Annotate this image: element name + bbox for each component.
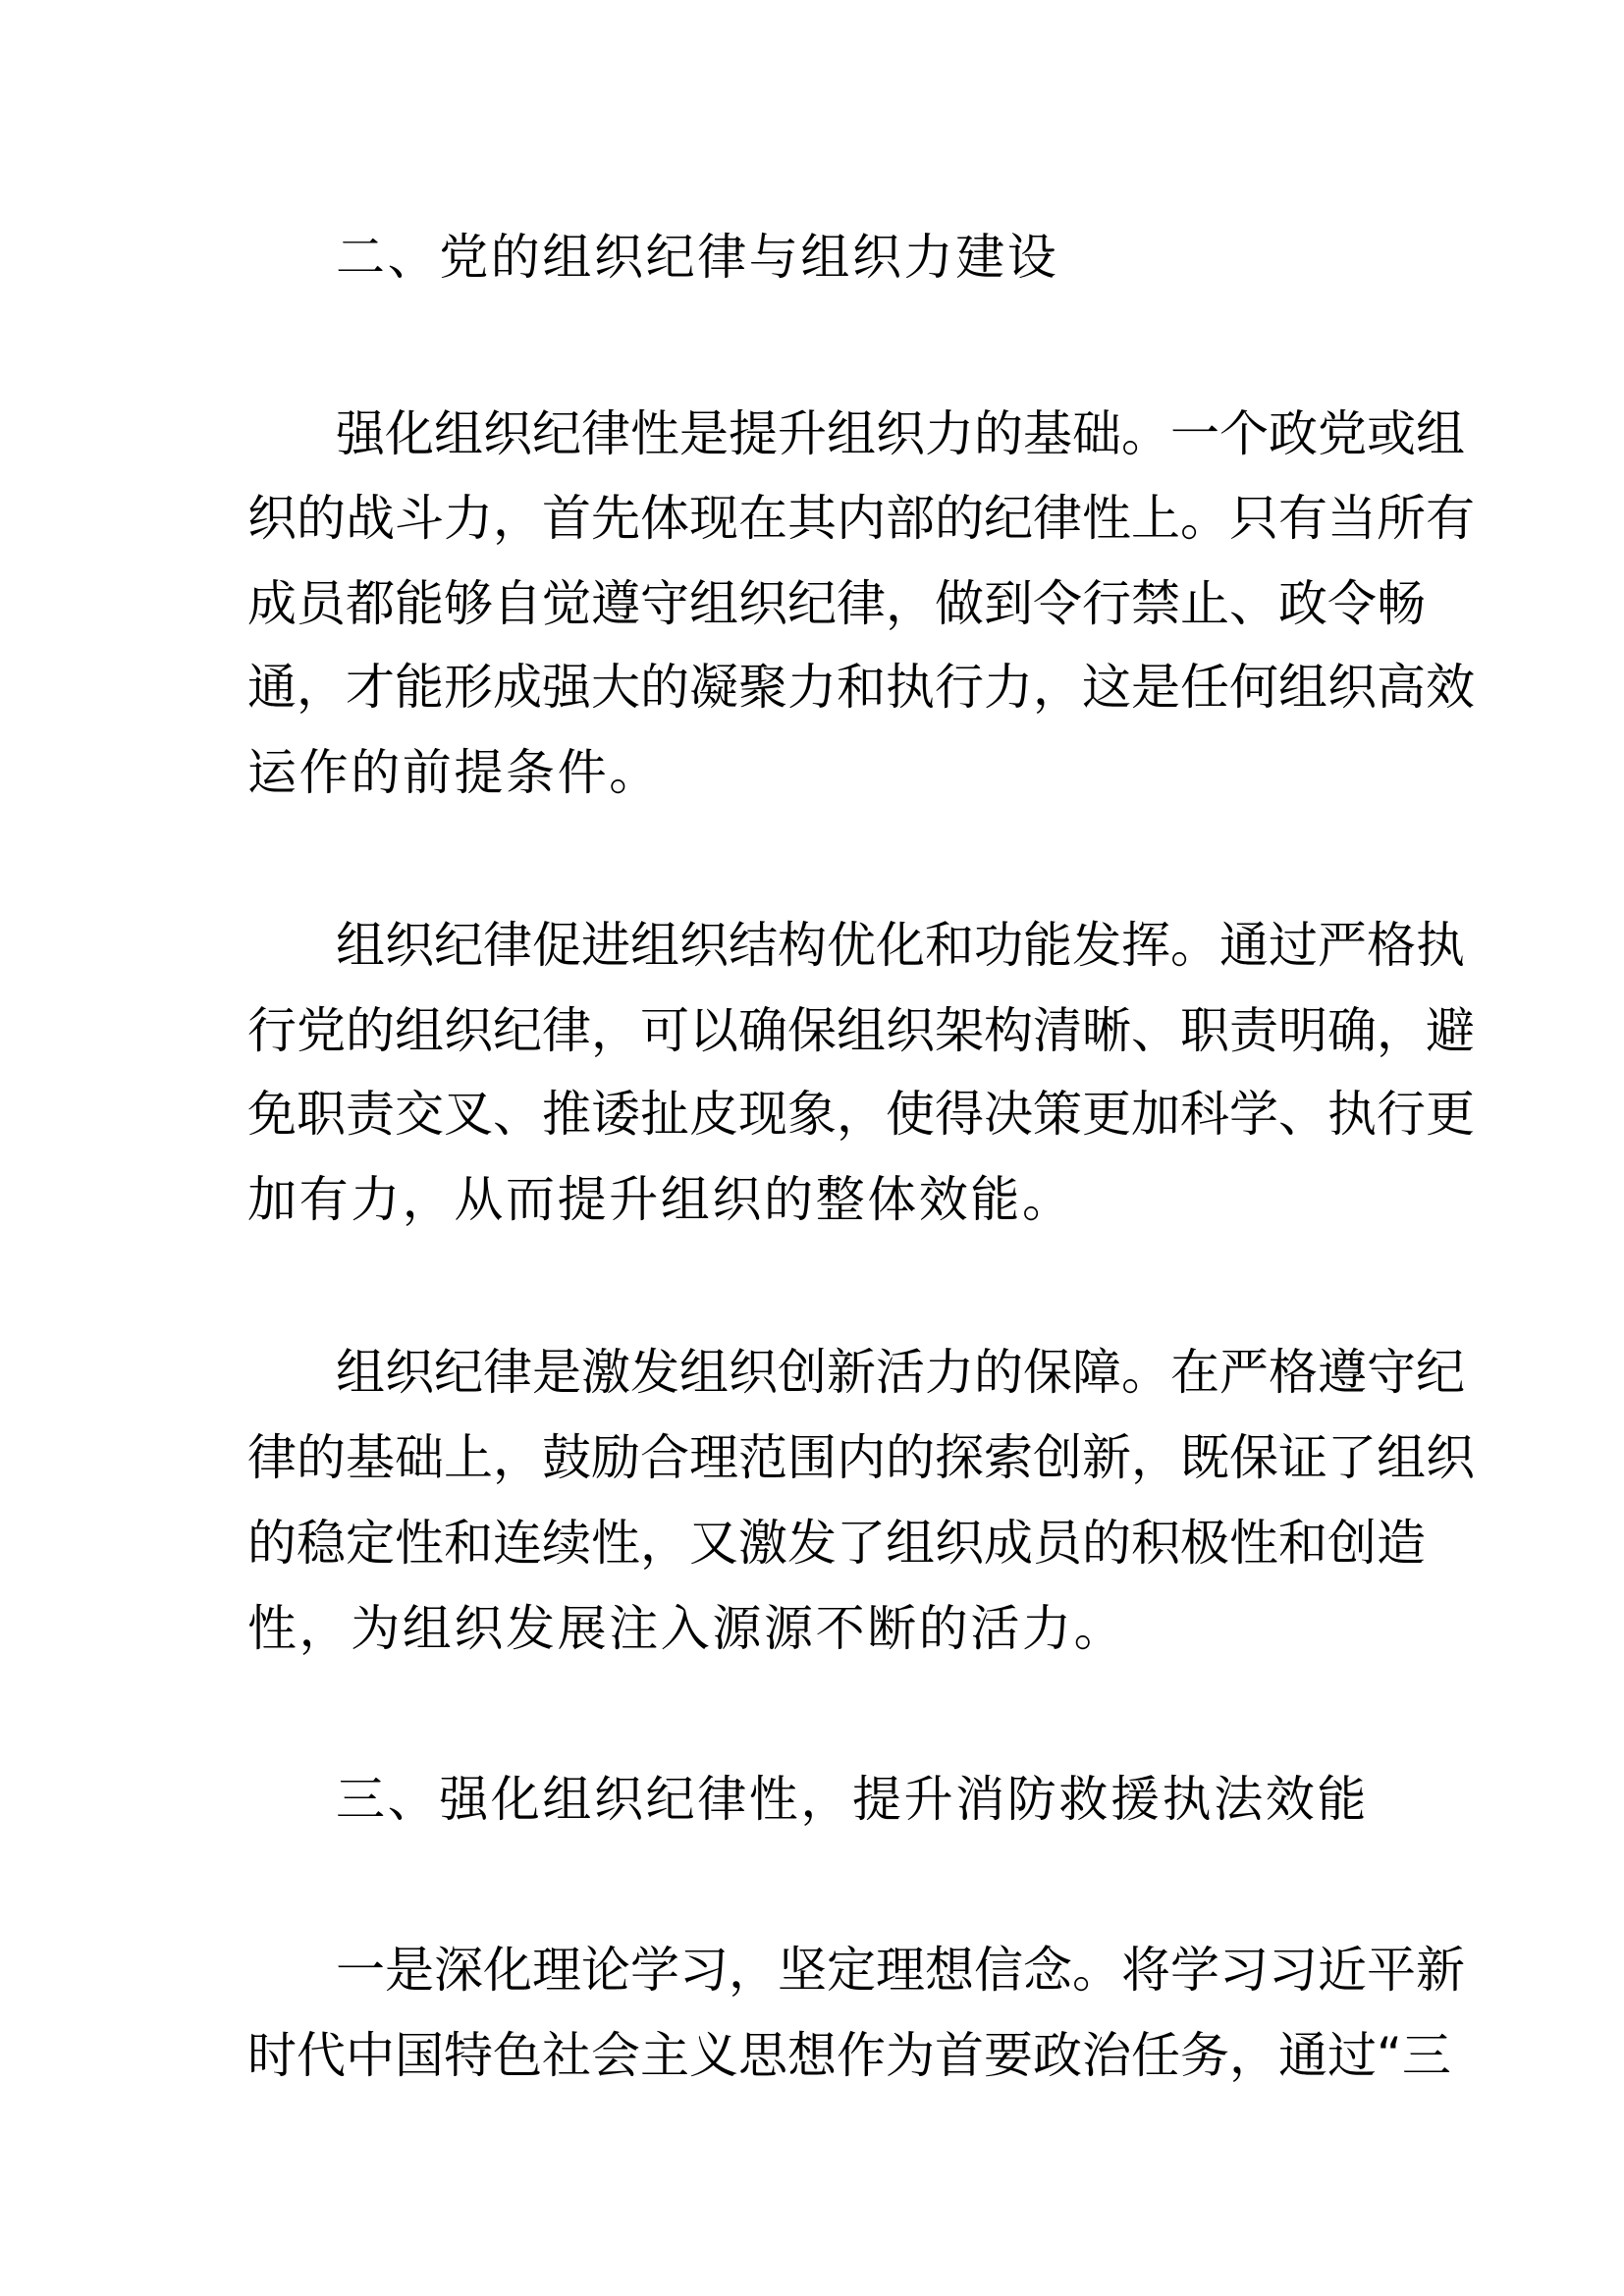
- paragraph-line: 成员都能够自觉遵守组织纪律，做到令行禁止、政令畅: [247, 575, 1426, 632]
- heading-text: 三、强化组织纪律性，提升消防救援执法效能: [336, 1771, 1369, 1828]
- paragraph-line: 律的基础上，鼓励合理范围内的探索创新，既保证了组织: [247, 1429, 1475, 1486]
- paragraph-line: 运作的前提条件。: [247, 744, 661, 801]
- paragraph-line: 行党的组织纪律，可以确保组织架构清晰、职责明确，避: [247, 1002, 1475, 1059]
- paragraph-line: 通，才能形成强大的凝聚力和执行力，这是任何组织高效: [247, 659, 1475, 716]
- paragraph-line: 织的战斗力，首先体现在其内部的纪律性上。只有当所有: [247, 490, 1475, 547]
- heading-text: 二、党的组织纪律与组织力建设: [336, 229, 1059, 286]
- paragraph-line: 组织纪律促进组织结构优化和功能发挥。通过严格执: [336, 917, 1465, 974]
- paragraph-line: 组织纪律是激发组织创新活力的保障。在严格遵守纪: [336, 1344, 1465, 1401]
- paragraph-line: 性，为组织发展注入源源不断的活力。: [247, 1600, 1126, 1657]
- paragraph-line: 强化组织纪律性是提升组织力的基础。一个政党或组: [336, 405, 1465, 462]
- paragraph-line: 一是深化理论学习，坚定理想信念。将学习习近平新: [336, 1942, 1465, 1999]
- paragraph-line: 的稳定性和连续性，又激发了组织成员的积极性和创造: [247, 1515, 1426, 1572]
- paragraph-line: 免职责交叉、推诿扯皮现象，使得决策更加科学、执行更: [247, 1086, 1475, 1143]
- paragraph-line: 时代中国特色社会主义思想作为首要政治任务，通过“三: [247, 2027, 1451, 2084]
- paragraph-line: 加有力，从而提升组织的整体效能。: [247, 1171, 1074, 1228]
